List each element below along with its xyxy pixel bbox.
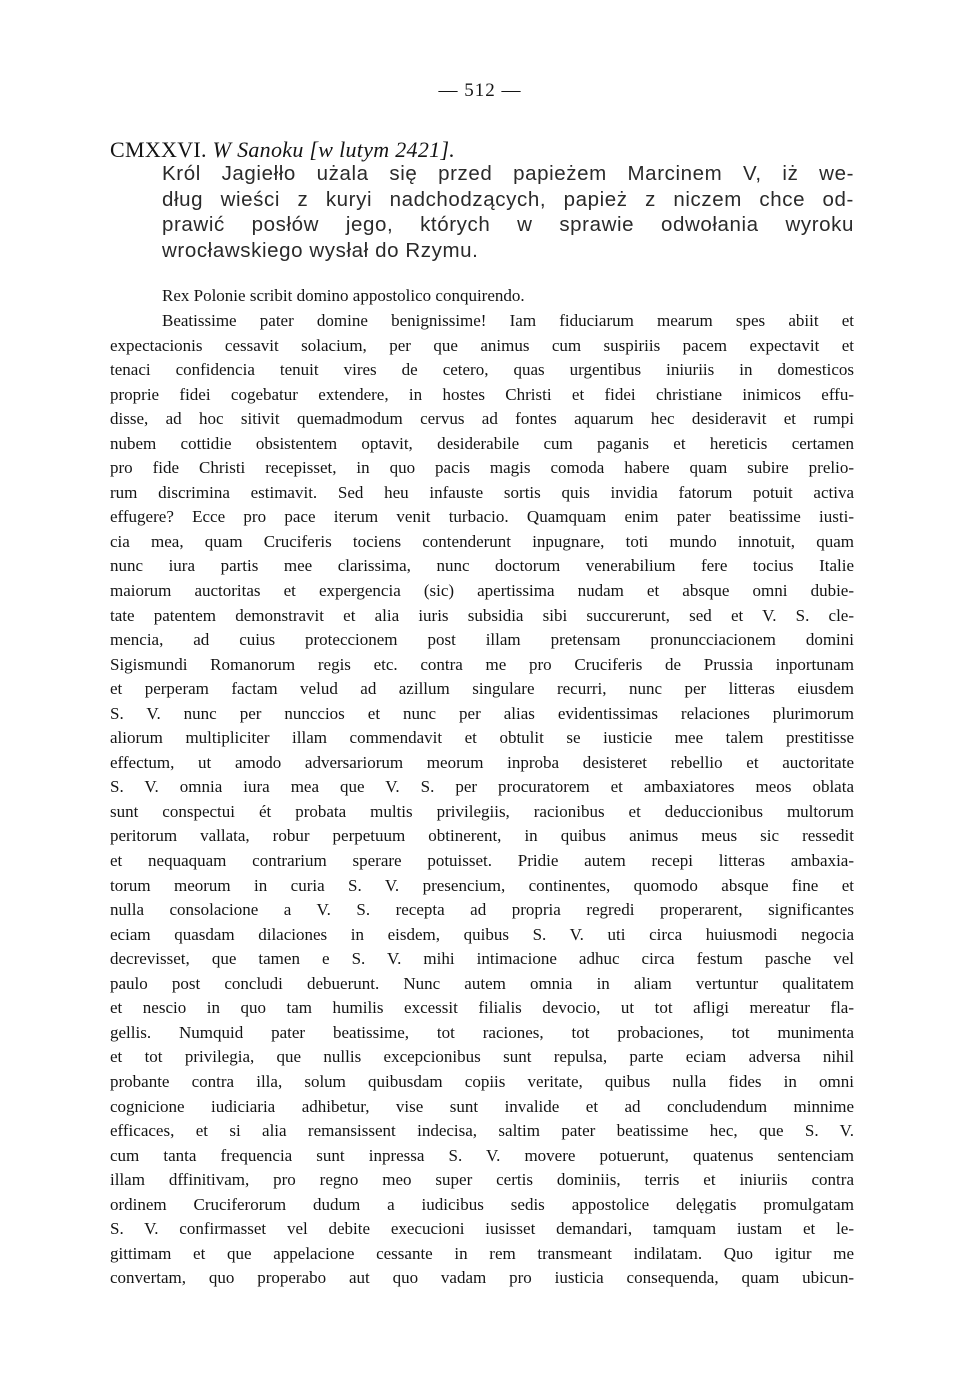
body-line: tenaci confidencia tenuit vires de cetero, quas urgentibus iniuriis in domesticos — [110, 360, 854, 380]
body-line: effugere? Ecce pro pace iterum venit turbacio. Quamquam enim pater beatissime iusti- — [110, 507, 854, 527]
body-line: pro fide Christi recepisset, in quo pacis magis comoda habere quam subire prelio- — [110, 458, 854, 478]
summary-line: dług wieści z kuryi nadchodzących, papież z niczem chce od- — [162, 187, 854, 211]
body-line: S. V. omnia iura mea que V. S. per procuratorem et ambaxiatores meos oblata — [110, 777, 854, 797]
body-line: maiorum auctoritas et expergencia (sic) apertissima nudam et absque omni dubie- — [110, 581, 854, 601]
body-line: illam dffinitivam, pro regno meo super certis dominiis, terris et iniuriis contra — [110, 1170, 854, 1190]
body-line: gittimam et que appelacione cessante in rem transmeant indilatam. Quo igitur me — [110, 1243, 854, 1263]
summary-line: prawić posłów jego, których w sprawie odwołania wyroku — [162, 213, 854, 236]
body-line: expectacionis cessavit solacium, per que animus cum suspiriis pacem expectavit et — [110, 335, 854, 355]
body-line: S. V. nunc per nunccios et nunc per alias evidentissimas relaciones plurimorum — [110, 703, 854, 723]
body-line: aliorum multipliciter illam commendavit et obtulit se iusticie mee talem prestitisse — [110, 728, 854, 748]
body-line: et nescio in quo tam humilis excessit filialis devocio, ut tot afligi mereatur fla- — [110, 998, 854, 1018]
body-line: paulo post concludi debuerunt. Nunc autem omnia in aliam vertuntur qualitatem — [110, 973, 854, 993]
body-line: S. V. confirmasset vel debite execucioni iusisset demandari, tamquam iustam et le- — [110, 1219, 854, 1239]
body-line: et tot privilegia, que nullis excepcionibus sunt repulsa, parte eciam adversa nihil — [110, 1047, 854, 1067]
body-line: decrevisset, que tamen e S. V. mihi intimacione adhuc circa festum pasche vel — [110, 949, 854, 969]
body-line: nulla consolacione a V. S. recepta ad propria regredi properarent, significantes — [110, 900, 854, 920]
document-number: CMXXVI. — [110, 137, 207, 162]
body-line: peritorum vallata, robur perpetuum obtinerent, in quibus animus meus sic ressedit — [110, 826, 854, 846]
body-line: eciam quasdam dilaciones in eisdem, quibus S. V. uti circa huiusmodi negocia — [110, 924, 854, 944]
body-line: mencia, ad cuius proteccionem post illam pretensam pronuncciacionem domini — [110, 630, 854, 650]
body-line: nunc iura partis mee clarissima, nunc doctorum venerabilium fere tocius Italie — [110, 556, 854, 576]
latin-letter-body — [110, 309, 854, 1291]
body-line: torum meorum in curia S. V. presencium, continentes, quomodo absque fine et — [110, 875, 854, 895]
document-place-date: W Sanoku [w lutym 2421]. — [212, 137, 456, 162]
body-line: cum tanta frequencia sunt inpressa S. V. movere potuerunt, quatenus sentenciam — [110, 1145, 854, 1165]
page-number: — 512 — — [438, 80, 522, 101]
body-line: disse, ad hoc sitivit quemadmodum cervus ad fontes aquarum hec desideravit et rumpi — [110, 409, 854, 429]
body-line: gellis. Numquid pater beatissime, tot raciones, tot probaciones, tot munimenta — [110, 1022, 854, 1042]
summary-line: Król Jagiełło użala się przed papieżem Marcinem V, iż we- — [162, 162, 854, 185]
body-line: efficaces, et si alia remansissent indecisa, saltim pater beatissime hec, que S. V. — [110, 1121, 854, 1141]
body-line: nubem cottidie obsistentem optavit, desiderabile cum paganis et hereticis certamen — [110, 433, 854, 453]
body-line: cognicione iudiciaria adhibetur, vise sunt invalide et ad concludendum minnime — [110, 1096, 854, 1116]
body-line: Beatissime pater domine benignissime! Iam fiduciarum mearum spes abiit et — [162, 311, 854, 330]
body-line: et nequaquam contrarium sperare potuisset. Pridie autem recepi litteras ambaxia- — [110, 851, 854, 871]
body-line: Sigismundi Romanorum regis etc. contra me pro Cruciferis de Prussia inportunam — [110, 654, 854, 674]
body-line: tate patentem demonstravit et alia iuris subsidia sibi succurerunt, sed et V. S. cle- — [110, 605, 854, 625]
body-line: effectum, ut amodo adversariorum meorum inproba desisteret rebellio et auctoritate — [110, 752, 854, 772]
body-line: proprie fidei cogebatur extendere, in hostes Christi et fidei christiane inimicos effu- — [110, 384, 854, 404]
letter-address: Rex Polonie scribit domino appostolico conquirendo. — [162, 286, 525, 305]
body-line: et perperam factam velud ad azillum singulare recurri, nunc per litteras eiusdem — [110, 679, 854, 699]
body-line: rum discrimina estimavit. Sed heu infauste sortis quis invidia fatorum potuit activa — [110, 482, 854, 502]
body-line: convertam, quo properabo aut quo vadam pro iusticia consequenda, quam ubicun- — [110, 1268, 854, 1288]
body-line: cia mea, quam Cruciferis tociens contenderunt inpugnare, toti mundo innotuit, quam — [110, 531, 854, 551]
summary-line: wrocławskiego wysłał do Rzymu. — [162, 238, 479, 262]
body-line: probante contra illa, solum quibusdam copiis veritate, quibus nulla fides in omni — [110, 1071, 854, 1091]
document-heading — [110, 136, 855, 164]
body-line: ordinem Cruciferorum dudum a iudicibus sedis appostolice delęgatis promulgatam — [110, 1194, 854, 1214]
body-line: sunt conspectui ét probata multis privilegiis, racionibus et deduccionibus multorum — [110, 801, 854, 821]
polish-summary — [162, 161, 854, 263]
